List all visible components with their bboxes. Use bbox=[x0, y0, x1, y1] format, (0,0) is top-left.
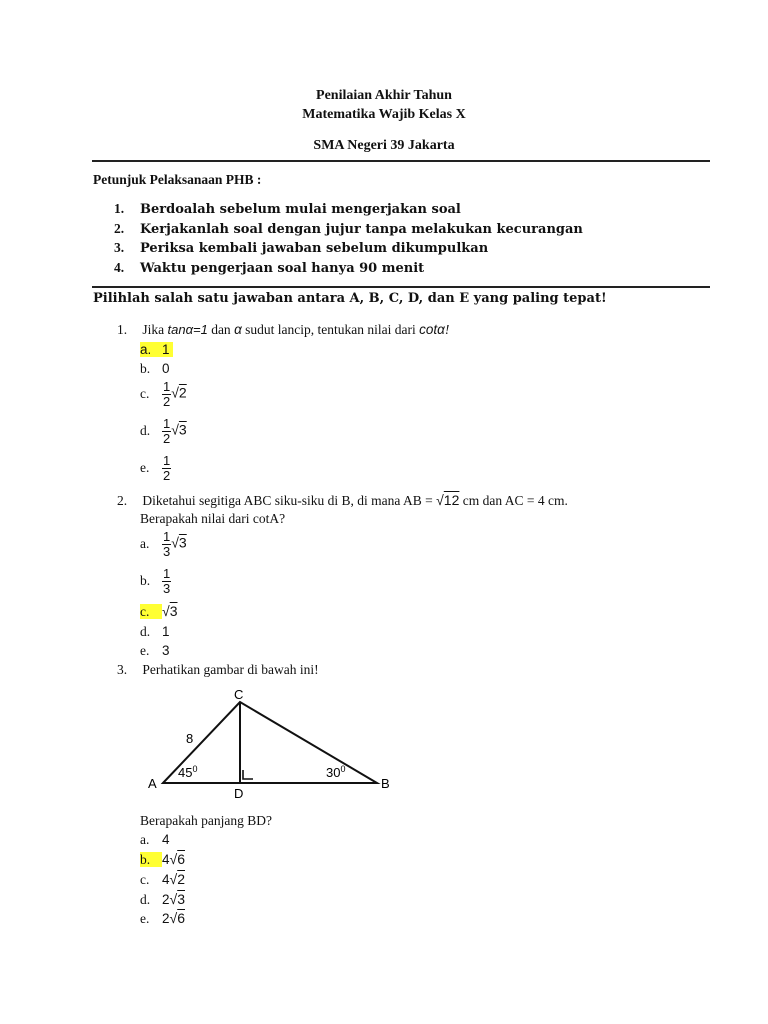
question-text: Perhatikan gambar di bawah ini! bbox=[142, 662, 319, 677]
square-root: √6 bbox=[169, 851, 185, 867]
radicand: 6 bbox=[177, 851, 185, 867]
coefficient: 2 bbox=[162, 911, 170, 926]
right-angle-mark bbox=[243, 770, 253, 779]
question-text: Jika bbox=[142, 322, 165, 337]
denominator: 2 bbox=[163, 431, 171, 446]
instruction-item bbox=[114, 240, 583, 260]
denominator: 2 bbox=[163, 468, 171, 483]
angle-b-degree: 0 bbox=[340, 764, 346, 774]
fraction bbox=[162, 530, 171, 559]
radicand: 6 bbox=[177, 910, 185, 926]
fraction bbox=[162, 567, 171, 596]
option-value: 0 bbox=[162, 361, 170, 376]
radicand: 3 bbox=[177, 891, 185, 907]
instruction-text: Kerjakanlah soal dengan jujur tanpa melakukan kecurangan bbox=[140, 221, 583, 237]
option-1d[interactable] bbox=[140, 417, 187, 446]
instruction-item bbox=[114, 201, 583, 221]
question-2-line2: Berapakah nilai dari cotA? bbox=[140, 511, 286, 526]
instruction-text: Periksa kembali jawaban sebelum dikumpulkan bbox=[140, 241, 489, 256]
angle-a-degree: 0 bbox=[192, 764, 198, 774]
label-angle-b bbox=[326, 764, 345, 780]
option-letter: c. bbox=[140, 385, 150, 401]
instruction-number: 2. bbox=[114, 220, 125, 236]
square-root: √6 bbox=[169, 910, 185, 926]
denominator: 3 bbox=[163, 581, 171, 596]
question-text: sudut lancip, tentukan nilai dari bbox=[245, 322, 416, 337]
coefficient: 2 bbox=[162, 892, 170, 907]
instructions-title: Petunjuk Pelaksanaan PHB : bbox=[93, 172, 262, 187]
option-letter: a. bbox=[140, 832, 150, 847]
question-text: dan bbox=[211, 322, 231, 337]
coefficient: 4 bbox=[162, 852, 170, 867]
option-letter: c. bbox=[140, 604, 150, 619]
option-letter: d. bbox=[140, 624, 151, 639]
label-d: D bbox=[234, 786, 244, 801]
question-3-prompt: Berapakah panjang BD? bbox=[140, 813, 272, 828]
option-value: 3 bbox=[162, 643, 170, 658]
option-letter: d. bbox=[140, 892, 151, 907]
fraction bbox=[162, 454, 171, 483]
question-number: 2. bbox=[117, 493, 128, 508]
option-value: 4 bbox=[162, 832, 170, 847]
option-letter: d. bbox=[140, 422, 151, 438]
option-3d[interactable] bbox=[140, 891, 185, 908]
square-root: √3 bbox=[171, 421, 187, 438]
instruction-item bbox=[114, 221, 583, 241]
option-2a[interactable] bbox=[140, 530, 187, 559]
fraction bbox=[162, 380, 171, 409]
instruction-text: Waktu pengerjaan soal hanya 90 menit bbox=[140, 260, 425, 276]
option-value: 1 bbox=[162, 624, 170, 639]
option-2e[interactable] bbox=[140, 643, 170, 659]
label-a: A bbox=[148, 776, 157, 791]
option-letter: a. bbox=[140, 342, 152, 357]
exam-title: Penilaian Akhir Tahun bbox=[316, 88, 452, 103]
instruction-number: 4. bbox=[114, 259, 125, 275]
numerator: 1 bbox=[163, 529, 171, 544]
question-text: Diketahui segitiga ABC siku-siku di B, di mana AB = bbox=[142, 493, 433, 508]
instruction-number: 1. bbox=[114, 201, 125, 216]
option-letter: b. bbox=[140, 852, 151, 867]
label-b: B bbox=[381, 776, 390, 791]
question-1 bbox=[117, 322, 449, 338]
option-1e[interactable] bbox=[140, 454, 171, 483]
question-3 bbox=[117, 662, 319, 678]
option-1a[interactable] bbox=[140, 342, 173, 358]
option-letter: a. bbox=[140, 535, 150, 551]
label-c: C bbox=[234, 687, 244, 702]
square-root: √2 bbox=[169, 871, 185, 887]
exam-subject: Matematika Wajib Kelas X bbox=[302, 107, 466, 122]
option-1c[interactable] bbox=[140, 380, 187, 409]
denominator: 3 bbox=[163, 544, 171, 559]
radicand: 3 bbox=[178, 534, 187, 551]
angle-a-value: 45 bbox=[178, 765, 193, 780]
option-3b[interactable] bbox=[140, 851, 185, 868]
fraction bbox=[162, 417, 171, 446]
math-expression: tanα=1 bbox=[167, 322, 208, 337]
option-letter: b. bbox=[140, 361, 151, 376]
numerator: 1 bbox=[163, 566, 171, 581]
math-symbol: α bbox=[234, 322, 242, 337]
instructions-list bbox=[114, 201, 583, 279]
instruction-item bbox=[114, 260, 583, 280]
instruction-text: Berdoalah sebelum mulai mengerjakan soal bbox=[140, 202, 461, 217]
option-letter: e. bbox=[140, 643, 150, 658]
option-3e[interactable] bbox=[140, 910, 185, 927]
numerator: 1 bbox=[163, 379, 171, 394]
label-side-ac: 8 bbox=[186, 731, 194, 746]
triangle-figure bbox=[140, 684, 410, 804]
option-3a[interactable] bbox=[140, 832, 170, 848]
coefficient: 4 bbox=[162, 872, 170, 887]
section-instruction: Pilihlah salah satu jawaban antara A, B, C, D, dan E yang paling tepat! bbox=[93, 291, 607, 306]
school-name: SMA Negeri 39 Jakarta bbox=[313, 138, 455, 153]
option-value: 1 bbox=[162, 342, 170, 357]
option-letter: e. bbox=[140, 459, 150, 475]
radicand: 2 bbox=[177, 871, 185, 887]
radicand: 3 bbox=[178, 421, 187, 438]
question-2 bbox=[117, 492, 568, 509]
option-letter: e. bbox=[140, 911, 150, 926]
question-number: 1. bbox=[117, 322, 128, 337]
square-root: √3 bbox=[169, 891, 185, 907]
radicand: 3 bbox=[169, 603, 178, 619]
option-2c[interactable] bbox=[140, 603, 177, 620]
numerator: 1 bbox=[163, 453, 171, 468]
radicand: 12 bbox=[443, 492, 460, 508]
math-expression: cotα bbox=[419, 322, 445, 337]
option-1b[interactable] bbox=[140, 361, 170, 377]
divider-middle bbox=[92, 286, 710, 288]
square-root: √12 bbox=[436, 492, 460, 508]
angle-b-value: 30 bbox=[326, 765, 341, 780]
square-root: √2 bbox=[171, 384, 187, 401]
option-letter: c. bbox=[140, 872, 150, 887]
option-letter: b. bbox=[140, 572, 151, 588]
square-root: √3 bbox=[162, 603, 178, 619]
question-text: cm dan AC = 4 cm. bbox=[462, 493, 568, 508]
radicand: 2 bbox=[178, 384, 187, 401]
question-text: ! bbox=[444, 322, 450, 337]
numerator: 1 bbox=[163, 416, 171, 431]
label-angle-a bbox=[178, 764, 197, 780]
option-2d[interactable] bbox=[140, 624, 170, 640]
question-number: 3. bbox=[117, 662, 128, 677]
square-root: √3 bbox=[171, 534, 187, 551]
instruction-number: 3. bbox=[114, 240, 125, 255]
denominator: 2 bbox=[163, 394, 171, 409]
option-3c[interactable] bbox=[140, 871, 185, 888]
option-2b[interactable] bbox=[140, 567, 171, 596]
divider-top bbox=[92, 160, 710, 162]
